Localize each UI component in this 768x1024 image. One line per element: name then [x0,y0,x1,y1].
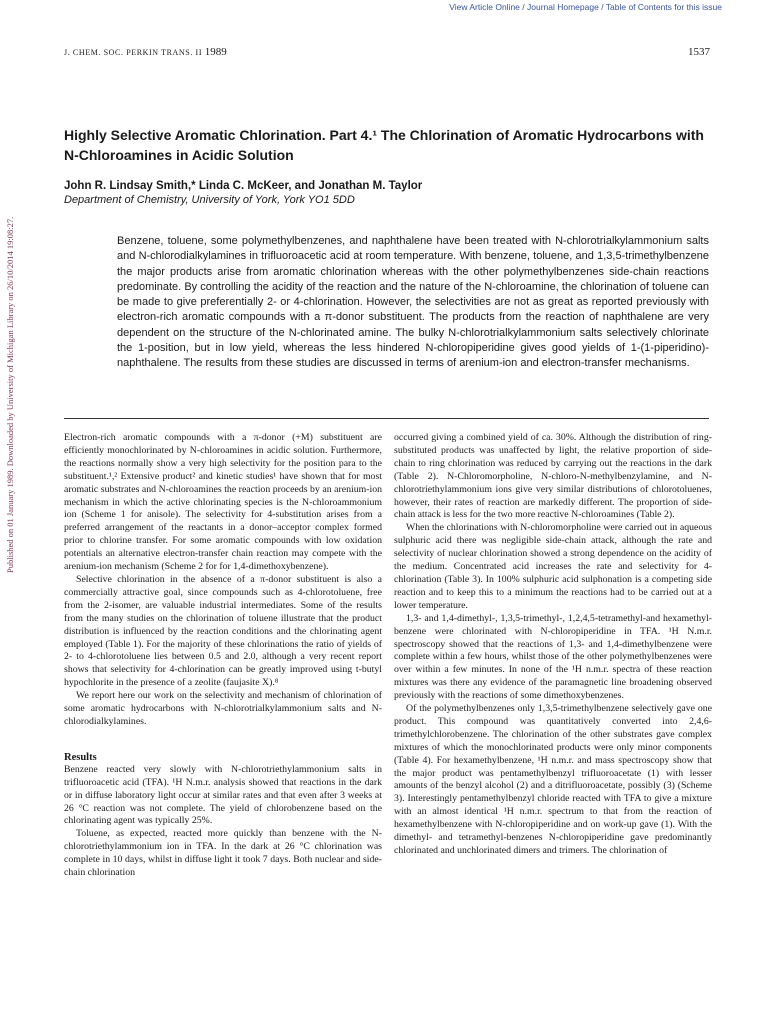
body-paragraph: 1,3- and 1,4-dimethyl-, 1,3,5-trimethyl-, 1,2,4,5-tetramethyl-and hexamethyl-benzene were chlorinated with N-chloropiperidine in TFA. ¹H N.m.r. spectroscopy showed that the reactions of 1,3- and 1,4-dimethylbenzene were complete within a few hours, whilst those of the other polymethylbenzenes were over within a few minutes. In none of the ¹H n.m.r. spectra of these reaction mixtures was there any evidence of the paramagnetic line broadening observed previously with the reactions of some dimethoxybenzenes. [394,612,712,702]
results-heading: Results [64,751,97,763]
body-paragraph: We report here our work on the selectivity and mechanism of chlorination of some aromatic hydrocarbons with N-chlorotrialkylammonium salts and N-chlorodialkylamines. [64,690,382,727]
journal-name: J. CHEM. SOC. PERKIN TRANS. II [64,48,203,57]
body-paragraph: occurred giving a combined yield of ca. 30%. Although the distribution of ring-substituted products was unaffected by light, the relative proportion of side-chain to ring chlorination was reduced by carrying out the reactions in the dark (Table 2). N-Chloromorpholine, N-chloro-N-methylbenzylamine, and N-chlorotriethylammonium ions give very similar distributions of chlorotoluenes, however, their rates of reaction are markedly different. The proportion of side-chain attack is less for the two more reactive N-chloroamines (Table 2). [394,432,712,521]
journal-year: 1989 [204,46,227,58]
body-paragraph: Of the polymethylbenzenes only 1,3,5-trimethylbenzene selectively gave one product. This compound was quantitatively converted into 2,4,6-trimethylchlorobenzene. The chlorination of the other substrates gave complex mixtures of which the monochlorinated products were only minor components (Table 4). For hexamethylbenzene, ¹H n.m.r. and mass spectroscopy show that the major product was pentamethylbenzyl trifluoroacetate (1) with lesser amounts of the benzyl alcohol (2) and a ditrifluoroacetate, possibly (3) (Scheme 3). Interestingly pentamethylbenzyl chloride reacted with TFA to give a mixture with an almost identical ¹H n.m.r. spectrum to that from the reaction of hexamethylbenzene with N-chloropiperidine and on work-up gave (1). With the dimethyl- and tetramethyl-benzenes N-chloropiperidine gave predominantly chlorinated and unchlorinated dimers and trimers. The chlorination of [394,703,712,856]
link-separator: / [519,2,527,12]
left-column [64,432,382,880]
journal-homepage-link[interactable]: Journal Homepage [527,2,599,12]
abstract: Benzene, toluene, some polymethylbenzenes, and naphthalene have been treated with N-chlorotrialkylammonium salts and N-chlorodialkylamines in trifluoroacetic acid at room temperature. With benzene, toluene, and 1,3,5-trimethylbenzene the major products arise from aromatic chlorination whereas with the other polymethylbenzenes side-chain reactions predominate. By controlling the acidity of the reaction and the nature of the N-chloroamine, the chlorination of toluene can be made to give preferentially 2- or 4-chlorination. However, the selectivities are not as great as reported previously with electron-rich aromatic compounds with a π-donor substituent. The products from the reaction of naphthalene are very dependent on the structure of the N-chlorinated amine. The bulky N-chlorotrialkylammonium salts selectively chlorinate the 1-position, but in low yield, whereas the less hindered N-chloropiperidine gives good yields of 1-(1-piperidino)-naphthalene. The results from these studies are discussed in terms of arenium-ion and electron-transfer mechanisms. [117,235,709,370]
table-of-contents-link[interactable]: Table of Contents for this issue [605,2,722,12]
body-paragraph: Toluene, as expected, reacted more quickly than benzene with the N-chlorotriethylammonium ion in TFA. In the dark at 26 °C chlorination was complete in 10 days, whilst in diffuse light it took 7 days. Both nuclear and side-chain chlorination [64,828,382,879]
abstract-divider [64,418,709,419]
journal-header [64,46,227,58]
download-watermark [5,160,19,630]
body-paragraph: When the chlorinations with N-chloromorpholine were carried out in aqueous sulphuric acid there was negligible side-chain attack, although the rate and selectivity of nuclear chlorination showed a strong dependence on the acidity of the medium. Concentrated acid increases the rate and selectivity for 4-chlorination (Table 3). In 100% sulphuric acid sulphonation is a competing side reaction and to keep this to a minimum the reactions had to be carried out at a lower temperature. [394,522,712,611]
article-title: Highly Selective Aromatic Chlorination. Part 4.¹ The Chlorination of Aromatic Hydrocarbons with N-Chloroamines in Acidic Solution [64,127,704,163]
top-link-bar [0,0,768,14]
body-paragraph: Selective chlorination in the absence of a π-donor substituent is also a commercially attractive goal, since compounds such as 4-chlorotoluene, free from the 2-isomer, are valuable industrial intermediates. Some of the results from the many studies on the chlorination of toluene illustrate that the product distribution is influenced by the reaction conditions and the chlorinating agent employed (Table 1). For the majority of these chlorinations the ratio of yields of 2- to 4-chlorotoluene lies between 0.5 and 2.0, although a very recent report shows that selectivity for 4-chlorination can be greatly improved using t-butyl hypochlorite in the presence of a zeolite (faujasite X).⁸ [64,573,382,689]
view-article-online-link[interactable]: View Article Online [449,2,520,12]
link-separator: / [598,2,606,12]
affiliation: Department of Chemistry, University of York, York YO1 5DD [64,194,355,206]
author-list: John R. Lindsay Smith,* Linda C. McKeer, and Jonathan M. Taylor [64,180,423,192]
right-column [394,432,712,858]
body-paragraph: Benzene reacted very slowly with N-chlorotriethylammonium salts in trifluoroacetic acid (TFA). ¹H N.m.r. analysis showed that reactions in the dark or in diffuse laboratory light occur at similar rates and that even after 3 weeks at 26 °C reaction was not complete. The yield of chlorobenzene based on the chlorinating agent was typically 25%. [64,763,382,827]
page-number: 1537 [688,46,710,58]
download-watermark-text: Published on 01 January 1989. Downloaded by University of Michigan Library on 26/10/2014 19:08:27. [5,216,15,574]
body-paragraph: Electron-rich aromatic compounds with a π-donor (+M) substituent are efficiently monochlorinated by N-chloroamines in acidic solution. Furthermore, the reactions normally show a very high selectivity for the position para to the substituent.¹,² Extensive product² and kinetic studies¹ have shown that for most aromatic substrates and N-chloroamines the reaction proceeds by an arenium-ion mechanism in which the active chlorinating species is the N-chloroammonium ion (Scheme 1 for anisole). The selectivity for 4-substitution arises from a preferred arrangement of the reactants in a donor–acceptor complex formed prior to chlorine transfer. For some aromatic compounds with low oxidation potentials an alternative electron-transfer chain reaction may compete with the arenium-ion mechanism (Scheme 2 for for 1,4-dimethoxybenzene). [64,432,382,573]
